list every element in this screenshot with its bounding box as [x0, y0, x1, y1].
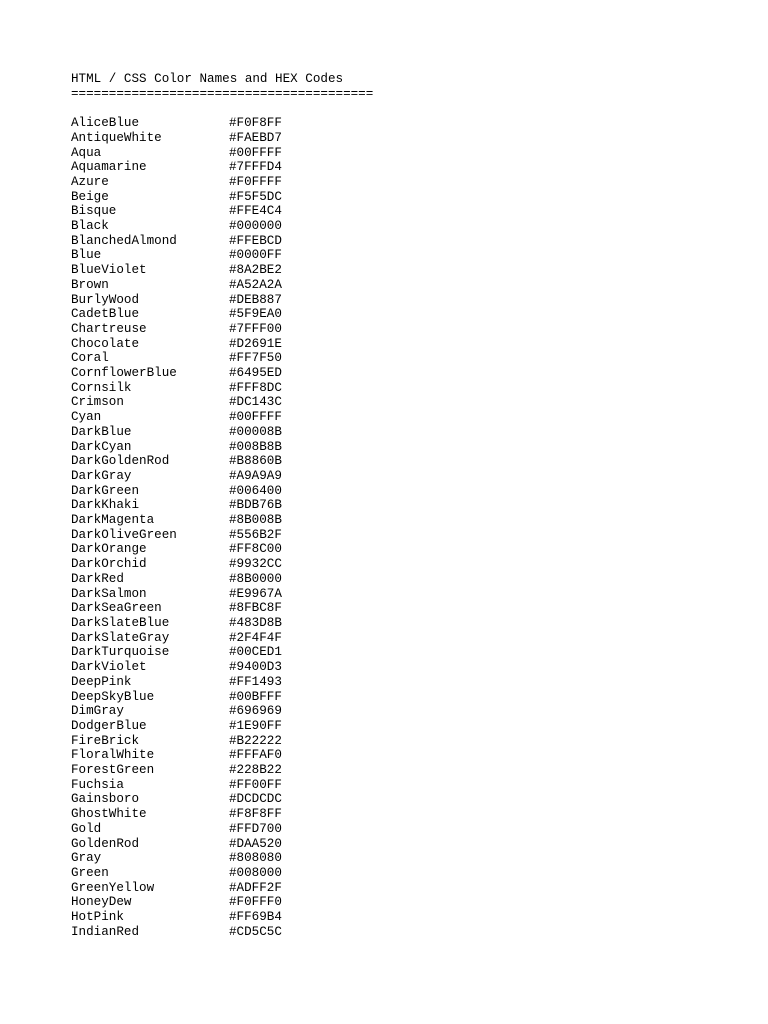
color-name: CornflowerBlue — [71, 366, 177, 381]
color-hex-code: #7FFFD4 — [229, 160, 282, 175]
color-hex-code: #8B0000 — [229, 571, 282, 586]
color-hex-code: #483D8B — [229, 616, 282, 630]
color-name: DimGray — [71, 704, 124, 719]
color-name: GhostWhite — [71, 807, 147, 822]
color-hex-code: #DCDCDC — [229, 792, 282, 807]
color-hex-code: #FFD700 — [229, 821, 282, 836]
color-name: DarkGray — [71, 468, 132, 483]
color-row — [71, 528, 731, 543]
color-name: DarkSeaGreen — [71, 601, 162, 616]
color-row — [71, 572, 731, 587]
color-name: DarkSalmon — [71, 586, 147, 601]
color-hex-code: #2F4F4F — [229, 630, 282, 645]
color-name: Aquamarine — [71, 160, 147, 175]
document-title: HTML / CSS Color Names and HEX Codes — [71, 72, 344, 86]
color-name: DarkViolet — [71, 660, 147, 675]
color-hex-code: #FFE4C4 — [229, 204, 282, 219]
color-hex-code: #B22222 — [229, 733, 282, 748]
color-row — [71, 190, 731, 205]
color-hex-code: #000000 — [229, 219, 282, 234]
blank-line — [71, 101, 731, 116]
color-name: Bisque — [71, 204, 117, 219]
color-row — [71, 116, 731, 131]
color-hex-code: #DAA520 — [229, 836, 282, 851]
color-name: DarkOrchid — [71, 557, 147, 572]
color-row — [71, 601, 731, 616]
color-row — [71, 763, 731, 778]
color-hex-code: #228B22 — [229, 763, 282, 778]
color-row — [71, 337, 731, 352]
color-hex-code: #00FFFF — [229, 410, 282, 425]
color-name: DodgerBlue — [71, 718, 147, 733]
color-hex-code: #B8860B — [229, 454, 282, 469]
color-name: HotPink — [71, 910, 124, 925]
color-name: DeepSkyBlue — [71, 689, 155, 704]
color-name: Coral — [71, 351, 109, 366]
color-name: Black — [71, 219, 109, 234]
color-hex-code: #008B8B — [229, 439, 282, 454]
color-hex-code: #F0F8FF — [229, 116, 282, 131]
color-hex-code: #A52A2A — [229, 277, 282, 292]
color-hex-code: #00008B — [229, 424, 282, 439]
color-hex-code: #F0FFF0 — [229, 895, 282, 910]
color-name: Aqua — [71, 145, 102, 160]
color-row — [71, 837, 731, 852]
color-row — [71, 910, 731, 925]
color-name: Beige — [71, 189, 109, 204]
color-hex-code: #CD5C5C — [229, 924, 282, 939]
color-hex-code: #A9A9A9 — [229, 468, 282, 483]
color-hex-code: #FFEBCD — [229, 233, 282, 248]
color-name: DarkRed — [71, 571, 124, 586]
color-hex-code: #8A2BE2 — [229, 263, 282, 278]
color-row — [71, 587, 731, 602]
color-hex-code: #E9967A — [229, 586, 282, 601]
color-name: DarkSlateBlue — [71, 616, 170, 630]
color-name: FloralWhite — [71, 748, 155, 763]
color-name: FireBrick — [71, 733, 140, 748]
color-row — [71, 395, 731, 410]
color-name: DarkOrange — [71, 542, 147, 557]
color-row — [71, 219, 731, 234]
color-hex-code: #DEB887 — [229, 292, 282, 307]
color-hex-code: #008000 — [229, 865, 282, 880]
color-name: DarkOliveGreen — [71, 527, 177, 542]
color-row — [71, 469, 731, 484]
color-name: ForestGreen — [71, 763, 155, 778]
color-row — [71, 146, 731, 161]
color-hex-code: #F0FFFF — [229, 174, 282, 189]
color-name: Crimson — [71, 395, 124, 410]
color-hex-code: #5F9EA0 — [229, 307, 282, 322]
color-row — [71, 513, 731, 528]
color-name: IndianRed — [71, 924, 140, 939]
color-name: DarkSlateGray — [71, 630, 170, 645]
color-list — [71, 116, 731, 939]
color-name: Gold — [71, 821, 102, 836]
color-name: DeepPink — [71, 674, 132, 689]
color-row — [71, 248, 731, 263]
color-hex-code: #696969 — [229, 704, 282, 719]
color-row — [71, 690, 731, 705]
color-hex-code: #006400 — [229, 483, 282, 498]
color-hex-code: #00BFFF — [229, 689, 282, 704]
color-row — [71, 895, 731, 910]
color-name: BlueViolet — [71, 263, 147, 278]
document-page — [71, 72, 731, 939]
color-row — [71, 322, 731, 337]
color-row — [71, 204, 731, 219]
color-row — [71, 160, 731, 175]
color-row — [71, 645, 731, 660]
color-row — [71, 410, 731, 425]
color-hex-code: #6495ED — [229, 366, 282, 381]
color-row — [71, 807, 731, 822]
color-hex-code: #FF1493 — [229, 674, 282, 689]
color-row — [71, 440, 731, 455]
color-row — [71, 557, 731, 572]
color-hex-code: #8B008B — [229, 513, 282, 528]
color-name: DarkBlue — [71, 424, 132, 439]
color-row — [71, 660, 731, 675]
color-row — [71, 234, 731, 249]
color-name: GreenYellow — [71, 880, 155, 895]
color-hex-code: #DC143C — [229, 395, 282, 410]
color-row — [71, 498, 731, 513]
color-hex-code: #FF7F50 — [229, 351, 282, 366]
color-row — [71, 293, 731, 308]
color-name: Gainsboro — [71, 792, 140, 807]
color-name: Cyan — [71, 410, 102, 425]
color-name: Green — [71, 865, 109, 880]
color-row — [71, 366, 731, 381]
color-hex-code: #9400D3 — [229, 660, 282, 675]
color-hex-code: #00FFFF — [229, 145, 282, 160]
color-row — [71, 734, 731, 749]
color-name: DarkTurquoise — [71, 645, 170, 660]
color-name: Brown — [71, 277, 109, 292]
color-hex-code: #8FBC8F — [229, 601, 282, 616]
color-row — [71, 542, 731, 557]
color-hex-code: #00CED1 — [229, 645, 282, 660]
color-hex-code: #556B2F — [229, 527, 282, 542]
color-row — [71, 425, 731, 440]
color-row — [71, 484, 731, 499]
color-name: DarkGoldenRod — [71, 454, 170, 469]
color-row — [71, 881, 731, 896]
color-hex-code: #1E90FF — [229, 718, 282, 733]
color-row — [71, 278, 731, 293]
color-name: AliceBlue — [71, 116, 140, 131]
color-name: Chocolate — [71, 336, 140, 351]
color-hex-code: #BDB76B — [229, 498, 282, 513]
color-row — [71, 131, 731, 146]
color-name: DarkMagenta — [71, 513, 155, 528]
color-name: DarkKhaki — [71, 498, 140, 513]
color-row — [71, 925, 731, 940]
color-hex-code: #FF69B4 — [229, 910, 282, 925]
color-name: Gray — [71, 851, 102, 866]
color-name: Chartreuse — [71, 321, 147, 336]
color-hex-code: #FFF8DC — [229, 380, 282, 395]
color-hex-code: #ADFF2F — [229, 880, 282, 895]
color-row — [71, 704, 731, 719]
color-row — [71, 866, 731, 881]
color-hex-code: #9932CC — [229, 557, 282, 572]
color-row — [71, 792, 731, 807]
color-hex-code: #F8F8FF — [229, 807, 282, 822]
color-row — [71, 175, 731, 190]
color-hex-code: #FF00FF — [229, 777, 282, 792]
color-name: Cornsilk — [71, 380, 132, 395]
color-row — [71, 381, 731, 396]
color-name: BurlyWood — [71, 292, 140, 307]
color-row — [71, 748, 731, 763]
color-hex-code: #F5F5DC — [229, 189, 282, 204]
color-hex-code: #0000FF — [229, 248, 282, 263]
color-name: CadetBlue — [71, 307, 140, 322]
color-name: DarkGreen — [71, 483, 140, 498]
color-row — [71, 719, 731, 734]
color-row — [71, 351, 731, 366]
color-row — [71, 616, 731, 631]
color-row — [71, 454, 731, 469]
color-row — [71, 822, 731, 837]
color-name: Fuchsia — [71, 777, 124, 792]
color-row — [71, 263, 731, 278]
color-row — [71, 307, 731, 322]
color-row — [71, 631, 731, 646]
color-hex-code: #FAEBD7 — [229, 130, 282, 145]
color-name: AntiqueWhite — [71, 130, 162, 145]
color-name: GoldenRod — [71, 836, 140, 851]
color-row — [71, 675, 731, 690]
color-hex-code: #808080 — [229, 851, 282, 866]
color-name: DarkCyan — [71, 439, 132, 454]
color-row — [71, 778, 731, 793]
color-hex-code: #FF8C00 — [229, 542, 282, 557]
color-name: Azure — [71, 174, 109, 189]
color-name: BlanchedAlmond — [71, 233, 177, 248]
color-name: HoneyDew — [71, 895, 132, 910]
color-hex-code: #D2691E — [229, 336, 282, 351]
title-underline-rule: ======================================== — [71, 86, 374, 101]
color-row — [71, 851, 731, 866]
color-name: Blue — [71, 248, 102, 263]
color-hex-code: #FFFAF0 — [229, 748, 282, 763]
color-hex-code: #7FFF00 — [229, 321, 282, 336]
